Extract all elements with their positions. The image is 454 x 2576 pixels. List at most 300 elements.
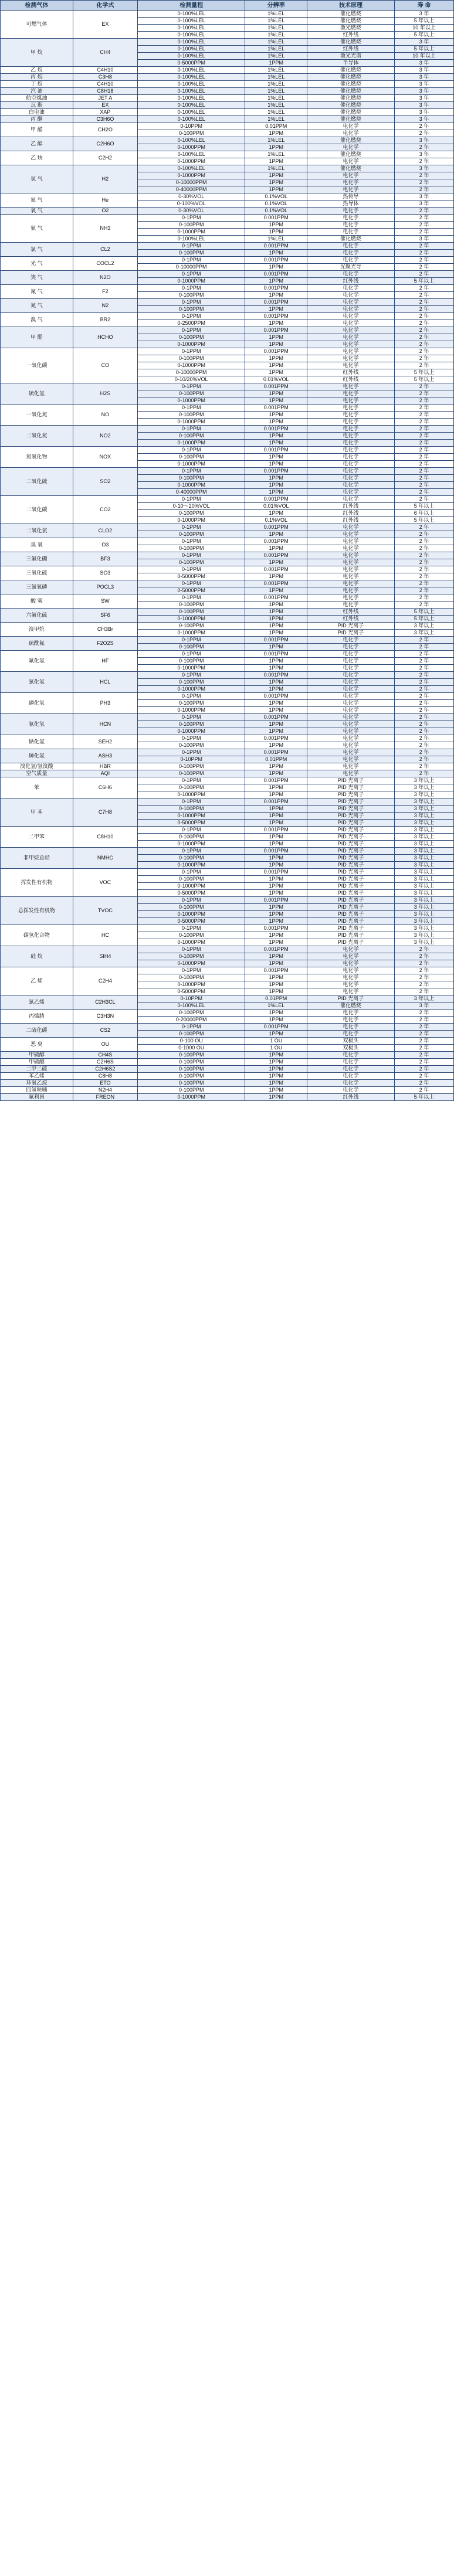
cell-resolution: 1%LEL (245, 102, 307, 109)
header-formula: 化学式 (73, 1, 137, 11)
table-row (1, 566, 454, 573)
cell-chemical-formula: AQI (73, 770, 137, 777)
cell-technology: 催化燃烧 (307, 236, 394, 243)
cell-detection-range: 0-1PPM (137, 749, 245, 756)
cell-lifetime: 3 年 (395, 102, 454, 109)
cell-gas-name: 航空煤油 (1, 95, 73, 102)
cell-resolution: 1PPM (245, 362, 307, 369)
cell-detection-range: 0-1PPM (137, 869, 245, 876)
cell-lifetime: 2 年 (395, 651, 454, 658)
table-row (1, 81, 454, 88)
cell-technology: 催化燃烧 (307, 102, 394, 109)
cell-resolution: 1PPM (245, 334, 307, 341)
cell-chemical-formula: N2O (73, 271, 137, 285)
cell-chemical-formula: CH3Br (73, 623, 137, 637)
cell-lifetime: 2 年 (395, 700, 454, 707)
cell-detection-range: 0-1PPM (137, 566, 245, 573)
table-row (1, 693, 454, 700)
cell-lifetime: 5 年以上 (395, 369, 454, 376)
cell-lifetime: 5 年以上 (395, 376, 454, 383)
table-row (1, 468, 454, 475)
cell-gas-name: 臭 氧 (1, 538, 73, 552)
cell-technology: 催化燃烧 (307, 95, 394, 102)
cell-detection-range: 0-100%LEL (137, 81, 245, 88)
cell-technology: 电化学 (307, 946, 394, 953)
cell-resolution: 1PPM (245, 791, 307, 798)
cell-lifetime: 2 年 (395, 222, 454, 229)
cell-detection-range: 0-1000PPM (137, 362, 245, 369)
cell-lifetime: 2 年 (395, 679, 454, 686)
cell-detection-range: 0-1000PPM (137, 665, 245, 672)
cell-resolution: 1PPM (245, 1010, 307, 1017)
cell-resolution: 1PPM (245, 939, 307, 946)
cell-resolution: 0.01PPM (245, 123, 307, 130)
cell-gas-name: 乙 烯 (1, 967, 73, 995)
cell-detection-range: 0-1000PPM (137, 172, 245, 179)
cell-detection-range: 0-1PPM (137, 594, 245, 601)
cell-detection-range: 0-1PPM (137, 524, 245, 531)
cell-technology: 电化学 (307, 412, 394, 419)
cell-detection-range: 0-1000PPM (137, 440, 245, 447)
cell-chemical-formula: NH3 (73, 215, 137, 243)
cell-resolution: 1%LEL (245, 74, 307, 81)
cell-gas-name: 甲 醛 (1, 123, 73, 137)
table-row (1, 88, 454, 95)
cell-detection-range: 0-100%LEL (137, 1002, 245, 1010)
table-row (1, 1080, 454, 1087)
cell-detection-range: 0-1PPM (137, 243, 245, 250)
cell-technology: 电化学 (307, 524, 394, 531)
cell-technology: PID 光离子 (307, 784, 394, 791)
cell-resolution: 1 OU (245, 1038, 307, 1045)
cell-lifetime: 3 年 (395, 81, 454, 88)
cell-technology: 电化学 (307, 981, 394, 988)
cell-detection-range: 0-5000PPM (137, 573, 245, 580)
cell-gas-name: 氮 气 (1, 299, 73, 313)
cell-lifetime: 2 年 (395, 524, 454, 531)
cell-lifetime: 2 年 (395, 1087, 454, 1094)
cell-detection-range: 0-5000PPM (137, 60, 245, 67)
cell-chemical-formula: SF6 (73, 609, 137, 623)
cell-detection-range: 0-10000PPM (137, 264, 245, 271)
cell-technology: 电化学 (307, 1066, 394, 1073)
cell-lifetime: 2 年 (395, 306, 454, 313)
cell-detection-range: 0-100%LEL (137, 11, 245, 18)
cell-detection-range: 0-100%LEL (137, 46, 245, 53)
cell-gas-name: 甲 烷 (1, 39, 73, 67)
cell-gas-name: 苯乙烯 (1, 1073, 73, 1080)
cell-technology: 电化学 (307, 1087, 394, 1094)
cell-detection-range: 0-1000PPM (137, 144, 245, 151)
cell-resolution: 1%LEL (245, 88, 307, 95)
cell-resolution: 1PPM (245, 369, 307, 376)
cell-lifetime: 2 年 (395, 158, 454, 165)
cell-resolution: 1PPM (245, 587, 307, 594)
cell-gas-name: 三氯氧磷 (1, 580, 73, 594)
cell-gas-name: 空气质量 (1, 770, 73, 777)
table-row (1, 897, 454, 904)
cell-chemical-formula: CL2 (73, 243, 137, 257)
cell-lifetime: 2 年 (395, 250, 454, 257)
cell-detection-range: 0-1000PPM (137, 630, 245, 637)
cell-resolution: 1PPM (245, 806, 307, 813)
cell-lifetime: 3 年以上 (395, 848, 454, 855)
cell-lifetime: 10 年以上 (395, 53, 454, 60)
cell-resolution: 1PPM (245, 1094, 307, 1101)
cell-lifetime: 2 年 (395, 538, 454, 545)
table-row (1, 848, 454, 855)
cell-resolution: 0.001PPM (245, 383, 307, 390)
cell-detection-range: 0-100%LEL (137, 109, 245, 116)
cell-technology: PID 光离子 (307, 855, 394, 862)
cell-resolution: 1%LEL (245, 165, 307, 172)
cell-technology: 电化学 (307, 426, 394, 433)
cell-gas-name: 二氧化碳 (1, 496, 73, 524)
cell-gas-name: 二硫化碳 (1, 1024, 73, 1038)
cell-technology: 电化学 (307, 742, 394, 749)
cell-lifetime: 2 年 (395, 566, 454, 573)
cell-detection-range: 0-100PPM (137, 292, 245, 299)
cell-lifetime: 5 年以上 (395, 32, 454, 39)
header-life: 寿 命 (395, 1, 454, 11)
cell-chemical-formula: COCL2 (73, 257, 137, 271)
table-row (1, 313, 454, 320)
cell-detection-range: 0-1PPM (137, 447, 245, 454)
cell-lifetime: 2 年 (395, 658, 454, 665)
cell-lifetime: 2 年 (395, 981, 454, 988)
cell-detection-range: 0-100PPM (137, 953, 245, 960)
cell-technology: 红外线 (307, 278, 394, 285)
cell-chemical-formula: CO2 (73, 496, 137, 524)
cell-resolution: 0.001PPM (245, 496, 307, 503)
cell-chemical-formula: SIH4 (73, 946, 137, 967)
cell-lifetime: 2 年 (395, 967, 454, 974)
cell-gas-name: 光 气 (1, 257, 73, 271)
cell-technology: PID 光离子 (307, 904, 394, 911)
cell-detection-range: 0-5000PPM (137, 918, 245, 925)
cell-technology: 催化燃烧 (307, 116, 394, 123)
cell-detection-range: 0-100%LEL (137, 102, 245, 109)
cell-technology: PID 光离子 (307, 806, 394, 813)
table-row (1, 11, 454, 18)
cell-technology: PID 光离子 (307, 777, 394, 784)
table-row (1, 215, 454, 222)
cell-resolution: 1PPM (245, 742, 307, 749)
cell-gas-name: 恶 臭 (1, 1038, 73, 1052)
cell-resolution: 1PPM (245, 278, 307, 285)
cell-technology: PID 光离子 (307, 939, 394, 946)
cell-chemical-formula: TVOC (73, 897, 137, 925)
cell-technology: 红外线 (307, 32, 394, 39)
cell-resolution: 1PPM (245, 306, 307, 313)
cell-resolution: 1%LEL (245, 18, 307, 25)
table-row (1, 1066, 454, 1073)
cell-detection-range: 0-100%LEL (137, 236, 245, 243)
cell-technology: 热传导 (307, 193, 394, 200)
cell-lifetime: 3 年以上 (395, 883, 454, 890)
cell-lifetime: 3 年以上 (395, 784, 454, 791)
cell-detection-range: 0-1000PPM (137, 939, 245, 946)
cell-detection-range: 0-100%LEL (137, 88, 245, 95)
cell-chemical-formula: CH4S (73, 1052, 137, 1059)
cell-gas-name: 汽 油 (1, 88, 73, 95)
cell-chemical-formula: BF3 (73, 552, 137, 566)
cell-resolution: 0.001PPM (245, 735, 307, 742)
cell-lifetime: 3 年以上 (395, 820, 454, 827)
cell-resolution: 1PPM (245, 1052, 307, 1059)
cell-lifetime: 2 年 (395, 601, 454, 609)
cell-gas-name: 溴甲烷 (1, 623, 73, 637)
cell-resolution: 1PPM (245, 461, 307, 468)
cell-detection-range: 0-100%LEL (137, 25, 245, 32)
cell-technology: 电化学 (307, 433, 394, 440)
cell-technology: 催化燃烧 (307, 39, 394, 46)
cell-detection-range: 0-100%VOL (137, 200, 245, 208)
cell-detection-range: 0-30%VOL (137, 193, 245, 200)
cell-gas-name: 六氟化硫 (1, 609, 73, 623)
cell-lifetime: 5 年以上 (395, 609, 454, 616)
cell-lifetime: 2 年 (395, 1038, 454, 1045)
cell-resolution: 1PPM (245, 855, 307, 862)
cell-technology: 电化学 (307, 644, 394, 651)
cell-resolution: 0.001PPM (245, 285, 307, 292)
cell-resolution: 1PPM (245, 1059, 307, 1066)
cell-detection-range: 0-1000PPM (137, 482, 245, 489)
cell-lifetime: 2 年 (395, 215, 454, 222)
cell-technology: 电化学 (307, 390, 394, 397)
cell-technology: 电化学 (307, 496, 394, 503)
cell-lifetime: 2 年 (395, 1052, 454, 1059)
cell-gas-name: 瓦 斯 (1, 102, 73, 109)
cell-detection-range: 0-100PPM (137, 1031, 245, 1038)
cell-lifetime: 2 年 (395, 172, 454, 179)
table-row (1, 1059, 454, 1066)
cell-lifetime: 5 年以上 (395, 616, 454, 623)
cell-lifetime: 2 年 (395, 552, 454, 559)
cell-detection-range: 0-100PPM (137, 932, 245, 939)
cell-detection-range: 0-100PPM (137, 855, 245, 862)
cell-technology: 电化学 (307, 468, 394, 475)
cell-resolution: 1PPM (245, 918, 307, 925)
cell-detection-range: 0-10000PPM (137, 369, 245, 376)
cell-chemical-formula: EX (73, 11, 137, 39)
cell-lifetime: 3 年 (395, 95, 454, 102)
cell-resolution: 1%LEL (245, 11, 307, 18)
cell-detection-range: 0-100PPM (137, 559, 245, 566)
cell-technology: PID 光离子 (307, 820, 394, 827)
cell-detection-range: 0-1000PPM (137, 813, 245, 820)
cell-technology: PID 光离子 (307, 911, 394, 918)
cell-lifetime: 2 年 (395, 1010, 454, 1017)
cell-resolution: 1PPM (245, 475, 307, 482)
cell-detection-range: 0-1PPM (137, 693, 245, 700)
cell-detection-range: 0-1PPM (137, 215, 245, 222)
cell-resolution: 1PPM (245, 222, 307, 229)
cell-gas-name: 挥发性有机物 (1, 869, 73, 897)
table-row (1, 714, 454, 721)
cell-technology: PID 光离子 (307, 995, 394, 1002)
cell-chemical-formula: C2H4 (73, 967, 137, 995)
cell-detection-range: 0-100PPM (137, 601, 245, 609)
cell-detection-range: 0-1PPM (137, 538, 245, 545)
cell-lifetime: 2 年 (395, 320, 454, 327)
cell-gas-name: 溴化氢/氢溴酸 (1, 763, 73, 770)
cell-resolution: 0.001PPM (245, 552, 307, 559)
cell-resolution: 0.001PPM (245, 798, 307, 806)
cell-detection-range: 0-100PPM (137, 876, 245, 883)
table-row (1, 869, 454, 876)
cell-detection-range: 0-1PPM (137, 299, 245, 306)
cell-resolution: 1%LEL (245, 116, 307, 123)
cell-technology: 激光燃烧 (307, 25, 394, 32)
cell-lifetime: 2 年 (395, 1031, 454, 1038)
cell-detection-range: 0-1000PPM (137, 883, 245, 890)
cell-chemical-formula: CLO2 (73, 524, 137, 538)
table-row (1, 243, 454, 250)
cell-technology: 催化燃烧 (307, 67, 394, 74)
cell-technology: 电化学 (307, 707, 394, 714)
cell-gas-name: 氯 气 (1, 243, 73, 257)
table-row (1, 995, 454, 1002)
cell-lifetime: 5 年以上 (395, 1094, 454, 1101)
cell-technology: 电化学 (307, 587, 394, 594)
cell-resolution: 0.1%VOL (245, 193, 307, 200)
cell-lifetime: 2 年 (395, 327, 454, 334)
cell-resolution: 1PPM (245, 883, 307, 890)
cell-detection-range: 0-10PPM (137, 123, 245, 130)
cell-detection-range: 0-1000PPM (137, 841, 245, 848)
cell-detection-range: 0-100PPM (137, 250, 245, 257)
cell-gas-name: 氧 气 (1, 208, 73, 215)
cell-resolution: 1PPM (245, 510, 307, 517)
cell-lifetime: 2 年 (395, 341, 454, 348)
cell-lifetime: 2 年 (395, 707, 454, 714)
cell-lifetime: 2 年 (395, 721, 454, 728)
cell-resolution: 1PPM (245, 988, 307, 995)
cell-resolution: 0.001PPM (245, 580, 307, 587)
cell-technology: 电化学 (307, 545, 394, 552)
cell-lifetime: 2 年 (395, 1059, 454, 1066)
cell-chemical-formula: C4H10 (73, 81, 137, 88)
cell-technology: 催化燃烧 (307, 137, 394, 144)
cell-chemical-formula: F2 (73, 285, 137, 299)
cell-detection-range: 0-1000PPM (137, 960, 245, 967)
cell-detection-range: 0-1000PPM (137, 419, 245, 426)
cell-technology: 催化燃烧 (307, 165, 394, 172)
cell-resolution: 1%LEL (245, 1002, 307, 1010)
cell-detection-range: 0-5000PPM (137, 587, 245, 594)
cell-resolution: 1%LEL (245, 46, 307, 53)
cell-technology: 红外线 (307, 517, 394, 524)
cell-detection-range: 0-1000PPM (137, 728, 245, 735)
cell-chemical-formula: VOC (73, 869, 137, 897)
cell-resolution: 1PPM (245, 862, 307, 869)
cell-technology: 电化学 (307, 953, 394, 960)
cell-detection-range: 0-100%LEL (137, 67, 245, 74)
cell-detection-range: 0-1000PPM (137, 229, 245, 236)
cell-detection-range: 0-1000PPM (137, 461, 245, 468)
cell-gas-name: 甲 苯 (1, 798, 73, 827)
cell-technology: 电化学 (307, 714, 394, 721)
cell-lifetime: 2 年 (395, 271, 454, 278)
cell-technology: PID 光离子 (307, 623, 394, 630)
cell-lifetime: 5 年以上 (395, 18, 454, 25)
cell-gas-name: 乙 烷 (1, 67, 73, 74)
cell-resolution: 0.001PPM (245, 257, 307, 264)
cell-detection-range: 0-10000PPM (137, 179, 245, 186)
cell-resolution: 1%LEL (245, 151, 307, 158)
cell-resolution: 1PPM (245, 179, 307, 186)
cell-lifetime: 3 年以上 (395, 813, 454, 820)
cell-chemical-formula: C8H18 (73, 88, 137, 95)
cell-detection-range: 0-100PPM (137, 1059, 245, 1066)
cell-lifetime: 2 年 (395, 447, 454, 454)
cell-detection-range: 0-1PPM (137, 426, 245, 433)
cell-resolution: 1PPM (245, 834, 307, 841)
table-row (1, 1052, 454, 1059)
cell-detection-range: 0-100PPM (137, 510, 245, 517)
cell-technology: PID 光离子 (307, 630, 394, 637)
cell-resolution: 0.001PPM (245, 714, 307, 721)
table-row (1, 552, 454, 559)
cell-resolution: 0.001PPM (245, 243, 307, 250)
cell-detection-range: 0-100%LEL (137, 165, 245, 172)
cell-resolution: 1PPM (245, 158, 307, 165)
cell-gas-name: 乙 醇 (1, 137, 73, 151)
table-row (1, 299, 454, 306)
cell-resolution: 1PPM (245, 700, 307, 707)
cell-detection-range: 0-1PPM (137, 672, 245, 679)
cell-lifetime: 3 年以上 (395, 904, 454, 911)
cell-lifetime: 2 年 (395, 397, 454, 405)
cell-chemical-formula: NO2 (73, 426, 137, 447)
cell-lifetime: 2 年 (395, 179, 454, 186)
cell-detection-range: 0-1PPM (137, 496, 245, 503)
cell-lifetime: 3 年以上 (395, 806, 454, 813)
cell-lifetime: 2 年 (395, 299, 454, 306)
cell-gas-name: 丙烯腈 (1, 1010, 73, 1024)
cell-lifetime: 2 年 (395, 419, 454, 426)
cell-detection-range: 0-1PPM (137, 735, 245, 742)
cell-lifetime: 2 年 (395, 1024, 454, 1031)
cell-chemical-formula: O3 (73, 538, 137, 552)
cell-lifetime: 3 年 (395, 236, 454, 243)
cell-gas-name: 乙 炔 (1, 151, 73, 165)
header-resolution: 分辨率 (245, 1, 307, 11)
cell-resolution: 1PPM (245, 665, 307, 672)
cell-technology: 电化学 (307, 665, 394, 672)
cell-lifetime: 3 年以上 (395, 841, 454, 848)
table-row (1, 1038, 454, 1045)
cell-resolution: 1%LEL (245, 81, 307, 88)
cell-resolution: 1PPM (245, 953, 307, 960)
cell-chemical-formula: SEH2 (73, 735, 137, 749)
cell-technology: 电化学 (307, 348, 394, 355)
cell-technology: 电化学 (307, 960, 394, 967)
cell-chemical-formula: H2S (73, 383, 137, 405)
cell-resolution: 1PPM (245, 616, 307, 623)
cell-lifetime: 2 年 (395, 665, 454, 672)
cell-lifetime: 3 年 (395, 165, 454, 172)
cell-lifetime: 2 年 (395, 405, 454, 412)
cell-lifetime: 3 年 (395, 39, 454, 46)
cell-resolution: 1PPM (245, 721, 307, 728)
cell-lifetime: 2 年 (395, 728, 454, 735)
cell-detection-range: 0-100PPM (137, 1080, 245, 1087)
cell-detection-range: 0-1PPM (137, 777, 245, 784)
cell-detection-range: 0-100%LEL (137, 18, 245, 25)
cell-gas-name: 笑 气 (1, 271, 73, 285)
